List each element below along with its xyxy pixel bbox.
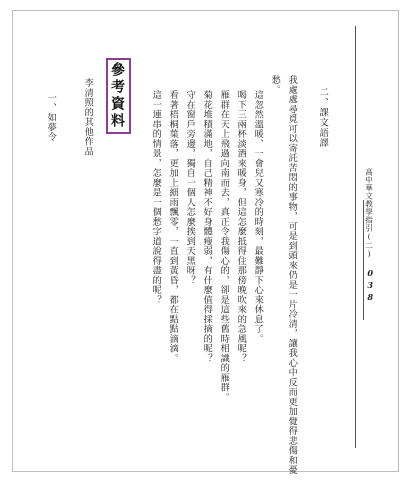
- paragraph-line: 這一連串的情景，怎麼是一個愁字道說得盡的呢？: [150, 90, 162, 305]
- paragraph-line: 看著梧桐葉落，更加上細雨飄零，一直到黃昏，都在點點滴滴。: [167, 90, 179, 363]
- paragraph-line: 雁群在天上飛過向南而去，真正令我傷心的，卻是這些舊時相識的雁群。: [218, 90, 230, 402]
- reference-subtitle: 李清照的其他作品: [82, 78, 94, 156]
- paragraph-line: 喝下三兩杯淡酒來暖身，但這怎麼抵得住那傍晚吹來的急風呢？: [235, 90, 247, 363]
- reference-title: 參考資料: [109, 62, 125, 130]
- paragraph-line: 菊花堆積滿地，自己精神不好身體瘦弱，有什麼值得採摘的呢？: [201, 90, 213, 363]
- paragraph-line: 愁。: [269, 75, 281, 95]
- page-number: 038: [365, 268, 376, 304]
- section-heading: 二、課文語譯: [317, 87, 329, 149]
- book-title: 高中華文教學指引(二): [364, 168, 374, 259]
- reference-item: 一、如夢令: [45, 93, 57, 142]
- sidebar-divider: [355, 26, 356, 448]
- paragraph-line: 我處處尋覓可以寄託苦悶的事物，可是到頭來仍是一片冷清，讓我心中反而更加覺得悲傷和憂: [286, 75, 298, 475]
- paragraph-line: 守在窗戶旁邊，獨自一個人怎麼挨到天黑呀？: [184, 90, 196, 285]
- paragraph-line: 這忽然溫暖、一會兒又寒冷的時刻，最難靜下心來休息了。: [252, 90, 264, 344]
- sidebar-divider-short: [363, 200, 364, 320]
